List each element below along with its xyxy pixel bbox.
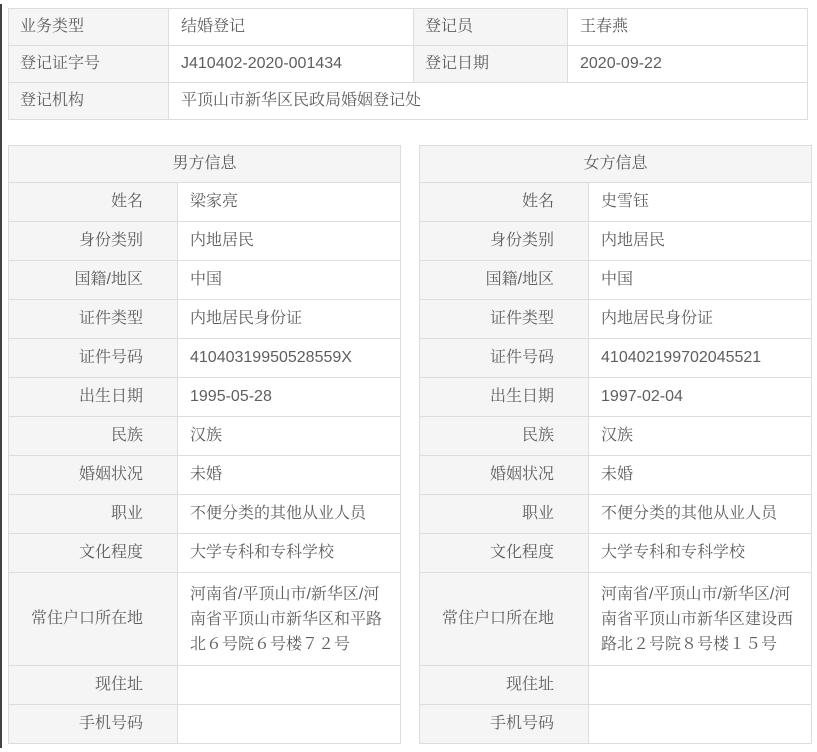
field-value: 内地居民身份证	[589, 300, 812, 339]
field-label: 婚姻状况	[420, 456, 589, 495]
table-row	[9, 46, 808, 83]
table-row	[420, 573, 812, 666]
table-row	[420, 666, 812, 705]
table-row	[420, 378, 812, 417]
field-label: 民族	[420, 417, 589, 456]
table-row	[420, 261, 812, 300]
field-label: 现住址	[420, 666, 589, 705]
field-value: 大学专科和专科学校	[178, 534, 401, 573]
registration-summary-table	[8, 8, 808, 120]
table-row	[9, 183, 401, 222]
table-row	[420, 456, 812, 495]
registration-date-label: 登记日期	[414, 46, 568, 83]
table-row	[420, 705, 812, 744]
table-row	[420, 222, 812, 261]
field-value: 汉族	[178, 417, 401, 456]
field-value: 河南省/平顶山市/新华区/河南省平顶山市新华区建设西路北２号院８号楼１５号	[589, 573, 812, 666]
table-row	[9, 9, 808, 46]
field-value: 史雪钰	[589, 183, 812, 222]
table-row	[9, 666, 401, 705]
table-row	[9, 378, 401, 417]
field-label: 姓名	[9, 183, 178, 222]
field-value: 内地居民身份证	[178, 300, 401, 339]
table-row	[9, 83, 808, 120]
table-row	[9, 534, 401, 573]
field-value: 中国	[178, 261, 401, 300]
field-value	[178, 666, 401, 705]
field-value: 大学专科和专科学校	[589, 534, 812, 573]
field-value: 不便分类的其他从业人员	[178, 495, 401, 534]
field-label: 手机号码	[9, 705, 178, 744]
field-label: 身份类别	[9, 222, 178, 261]
field-value: 不便分类的其他从业人员	[589, 495, 812, 534]
table-row	[9, 339, 401, 378]
field-label: 出生日期	[420, 378, 589, 417]
field-label: 证件类型	[420, 300, 589, 339]
field-value: 内地居民	[178, 222, 401, 261]
certificate-no-value: J410402-2020-001434	[169, 46, 414, 83]
table-row	[9, 261, 401, 300]
registration-date-value: 2020-09-22	[568, 46, 808, 83]
table-row	[9, 222, 401, 261]
female-info-table	[419, 145, 812, 744]
field-value: 河南省/平顶山市/新华区/河南省平顶山市新华区和平路北６号院６号楼７２号	[178, 573, 401, 666]
field-label: 文化程度	[9, 534, 178, 573]
field-value	[589, 705, 812, 744]
table-row	[9, 417, 401, 456]
field-label: 文化程度	[420, 534, 589, 573]
field-value	[589, 666, 812, 705]
person-info-section	[8, 145, 812, 744]
male-info-table	[8, 145, 401, 744]
table-row	[9, 456, 401, 495]
field-label: 民族	[9, 417, 178, 456]
field-label: 婚姻状况	[9, 456, 178, 495]
field-value: 410402199702045521	[589, 339, 812, 378]
field-label: 证件号码	[420, 339, 589, 378]
field-label: 身份类别	[420, 222, 589, 261]
table-row	[9, 146, 401, 183]
field-value: 未婚	[178, 456, 401, 495]
business-type-label: 业务类型	[9, 9, 169, 46]
table-row	[420, 534, 812, 573]
field-value: 汉族	[589, 417, 812, 456]
table-row	[420, 183, 812, 222]
field-label: 常住户口所在地	[420, 573, 589, 666]
field-value: 中国	[589, 261, 812, 300]
registrar-value: 王春燕	[568, 9, 808, 46]
field-label: 职业	[420, 495, 589, 534]
table-row	[420, 417, 812, 456]
field-label: 国籍/地区	[420, 261, 589, 300]
field-label: 姓名	[420, 183, 589, 222]
table-row	[9, 705, 401, 744]
table-row	[9, 300, 401, 339]
field-label: 国籍/地区	[9, 261, 178, 300]
table-row	[420, 146, 812, 183]
field-value: 梁家亮	[178, 183, 401, 222]
registrar-label: 登记员	[414, 9, 568, 46]
table-row	[9, 495, 401, 534]
field-label: 职业	[9, 495, 178, 534]
table-row	[420, 495, 812, 534]
field-value: 内地居民	[589, 222, 812, 261]
male-info-title: 男方信息	[9, 146, 401, 183]
field-label: 常住户口所在地	[9, 573, 178, 666]
field-value: 未婚	[589, 456, 812, 495]
field-label: 出生日期	[9, 378, 178, 417]
business-type-value: 结婚登记	[169, 9, 414, 46]
table-row	[420, 339, 812, 378]
field-value: 1995-05-28	[178, 378, 401, 417]
certificate-no-label: 登记证字号	[9, 46, 169, 83]
field-label: 手机号码	[420, 705, 589, 744]
field-value	[178, 705, 401, 744]
registration-office-value: 平顶山市新华区民政局婚姻登记处	[169, 83, 808, 120]
table-row	[420, 300, 812, 339]
field-value: 1997-02-04	[589, 378, 812, 417]
field-label: 证件类型	[9, 300, 178, 339]
field-label: 现住址	[9, 666, 178, 705]
field-label: 证件号码	[9, 339, 178, 378]
female-info-title: 女方信息	[420, 146, 812, 183]
window-left-edge	[0, 4, 2, 748]
field-value: 41040319950528559X	[178, 339, 401, 378]
registration-office-label: 登记机构	[9, 83, 169, 120]
table-row	[9, 573, 401, 666]
